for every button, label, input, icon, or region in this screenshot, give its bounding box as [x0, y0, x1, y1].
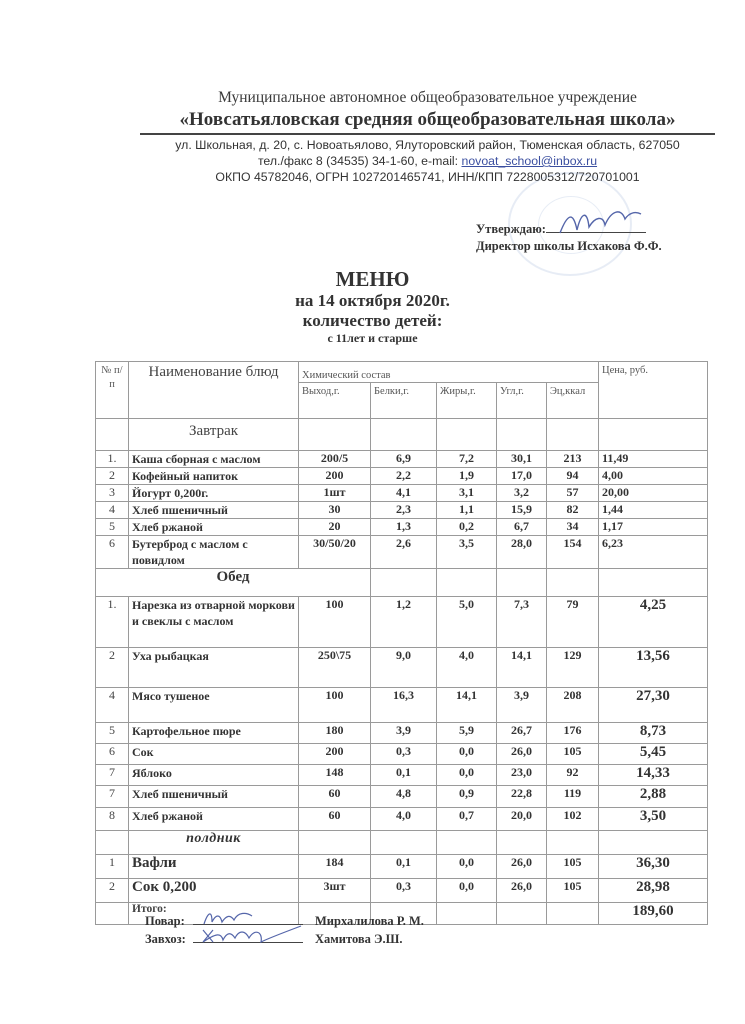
dish-carbs: 26,0 [497, 744, 547, 765]
row-num: 4 [96, 502, 129, 519]
dish-energy: 34 [547, 519, 599, 536]
table-row [96, 744, 708, 765]
dish-price: 1,44 [599, 502, 708, 519]
approval-signatory: Директор школы Исхакова Ф.Ф. [476, 239, 662, 253]
section-title-lunch: Обед [96, 569, 371, 597]
dish-yield: 250\75 [299, 648, 371, 688]
dish-price: 4,25 [599, 597, 708, 648]
dish-energy: 94 [547, 468, 599, 485]
dish-name: Картофельное пюре [129, 723, 299, 744]
phone-text: тел./факс 8 (34535) 34-1-60, e-mail: [257, 154, 462, 168]
table-row [96, 468, 708, 485]
approval-label: Утверждаю: [476, 222, 546, 236]
dish-fat: 0,2 [437, 519, 497, 536]
dish-fat: 4,0 [437, 648, 497, 688]
dish-carbs: 23,0 [497, 765, 547, 786]
dish-energy: 79 [547, 597, 599, 648]
dish-price: 14,33 [599, 765, 708, 786]
dish-protein: 16,3 [371, 688, 437, 723]
table-row [96, 502, 708, 519]
org-address: ул. Школьная, д. 20, с. Новоатьялово, Ялуторовский район, Тюменская область, 627050 [175, 138, 680, 152]
section-title-breakfast: Завтрак [129, 419, 299, 451]
org-type: Муниципальное автономное общеобразовательное учреждение [218, 89, 637, 106]
dish-yield: 184 [299, 855, 371, 879]
dish-price: 8,73 [599, 723, 708, 744]
total-label: Итого: [129, 903, 299, 925]
dish-energy: 105 [547, 879, 599, 903]
dish-carbs: 28,0 [497, 536, 547, 569]
dish-protein: 4,8 [371, 786, 437, 808]
header-protein: Белки,г. [371, 383, 437, 419]
dish-price: 11,49 [599, 451, 708, 468]
dish-yield: 200 [299, 468, 371, 485]
dish-name: Сок 0,200 [129, 879, 299, 903]
dish-energy: 154 [547, 536, 599, 569]
header-energy: Эц,ккал [547, 383, 599, 419]
dish-name: Яблоко [129, 765, 299, 786]
dish-energy: 92 [547, 765, 599, 786]
dish-name: Хлеб пшеничный [129, 502, 299, 519]
table-row [96, 723, 708, 744]
dish-name: Кофейный напиток [129, 468, 299, 485]
dish-fat: 0,0 [437, 744, 497, 765]
cook-name: Мирхалилова Р. М. [315, 914, 424, 928]
dish-carbs: 30,1 [497, 451, 547, 468]
table-header-row [96, 362, 708, 383]
dish-yield: 30/50/20 [299, 536, 371, 569]
header-yield: Выход,г. [299, 383, 371, 419]
org-registry: ОКПО 45782046, ОГРН 1027201465741, ИНН/КПП 7228005312/720701001 [215, 170, 640, 184]
dish-yield: 3шт [299, 879, 371, 903]
dish-fat: 5,0 [437, 597, 497, 648]
dish-protein: 2,6 [371, 536, 437, 569]
dish-energy: 82 [547, 502, 599, 519]
row-num: 2 [96, 468, 129, 485]
dish-protein: 0,3 [371, 879, 437, 903]
table-row [96, 765, 708, 786]
row-num: 1. [96, 597, 129, 648]
dish-fat: 0,0 [437, 879, 497, 903]
age-group: с 11лет и старше [327, 331, 418, 345]
dish-carbs: 26,7 [497, 723, 547, 744]
row-num: 2 [96, 648, 129, 688]
table-row [96, 786, 708, 808]
dish-protein: 1,2 [371, 597, 437, 648]
dish-name: Хлеб ржаной [129, 808, 299, 831]
dish-price: 3,50 [599, 808, 708, 831]
dish-yield: 100 [299, 688, 371, 723]
dish-yield: 100 [299, 597, 371, 648]
row-num: 8 [96, 808, 129, 831]
dish-yield: 20 [299, 519, 371, 536]
section-row-snack [96, 831, 708, 855]
row-num: 1. [96, 451, 129, 468]
table-row [96, 879, 708, 903]
dish-energy: 208 [547, 688, 599, 723]
row-num: 6 [96, 744, 129, 765]
section-row-lunch [96, 569, 708, 597]
dish-carbs: 22,8 [497, 786, 547, 808]
row-num: 1 [96, 855, 129, 879]
dish-yield: 180 [299, 723, 371, 744]
dish-name: Бутерброд с маслом с повидлом [129, 536, 299, 569]
dish-name: Мясо тушеное [129, 688, 299, 723]
dish-name: Хлеб ржаной [129, 519, 299, 536]
dish-protein: 0,1 [371, 765, 437, 786]
dish-carbs: 20,0 [497, 808, 547, 831]
dish-carbs: 26,0 [497, 855, 547, 879]
table-row [96, 808, 708, 831]
dish-carbs: 3,9 [497, 688, 547, 723]
dish-energy: 129 [547, 648, 599, 688]
dish-protein: 4,1 [371, 485, 437, 502]
dish-price: 6,23 [599, 536, 708, 569]
dish-carbs: 14,1 [497, 648, 547, 688]
dish-name: Нарезка из отварной моркови и свеклы с маслом [129, 597, 299, 648]
dish-fat: 3,5 [437, 536, 497, 569]
header-price: Цена, руб. [599, 362, 708, 419]
row-num: 3 [96, 485, 129, 502]
row-num: 4 [96, 688, 129, 723]
menu-title-block [0, 267, 745, 345]
dish-yield: 200 [299, 744, 371, 765]
dish-energy: 213 [547, 451, 599, 468]
dish-yield: 1шт [299, 485, 371, 502]
dish-fat: 7,2 [437, 451, 497, 468]
dish-fat: 0,0 [437, 855, 497, 879]
cook-label: Повар: [145, 914, 185, 928]
dish-price: 5,45 [599, 744, 708, 765]
dish-carbs: 17,0 [497, 468, 547, 485]
dish-name: Уха рыбацкая [129, 648, 299, 688]
letterhead [140, 88, 715, 185]
dish-protein: 4,0 [371, 808, 437, 831]
dish-protein: 0,3 [371, 744, 437, 765]
row-num: 7 [96, 786, 129, 808]
table-row [96, 597, 708, 648]
org-contacts [140, 153, 715, 169]
dish-price: 2,88 [599, 786, 708, 808]
total-price: 189,60 [599, 903, 708, 925]
header-fat: Жиры,г. [437, 383, 497, 419]
row-num: 6 [96, 536, 129, 569]
dish-yield: 60 [299, 808, 371, 831]
page-title: МЕНЮ [335, 267, 410, 291]
dish-protein: 2,3 [371, 502, 437, 519]
dish-price: 20,00 [599, 485, 708, 502]
table-row [96, 485, 708, 502]
dish-name: Сок [129, 744, 299, 765]
dish-protein: 1,3 [371, 519, 437, 536]
dish-fat: 1,9 [437, 468, 497, 485]
menu-table [95, 361, 708, 925]
table-row [96, 519, 708, 536]
dish-energy: 119 [547, 786, 599, 808]
dish-fat: 0,0 [437, 765, 497, 786]
dish-price: 28,98 [599, 879, 708, 903]
dish-price: 13,56 [599, 648, 708, 688]
dish-carbs: 3,2 [497, 485, 547, 502]
header-carbs: Угл,г. [497, 383, 547, 419]
header-chem: Химический состав [299, 362, 599, 383]
dish-name: Хлеб пшеничный [129, 786, 299, 808]
email-link[interactable]: novoat_school@inbox.ru [461, 154, 598, 168]
dish-yield: 30 [299, 502, 371, 519]
dish-yield: 148 [299, 765, 371, 786]
dish-energy: 57 [547, 485, 599, 502]
section-title-snack: полдник [129, 831, 299, 855]
dish-name: Каша сборная с маслом [129, 451, 299, 468]
dish-protein: 3,9 [371, 723, 437, 744]
org-name: «Новсатьяловская средняя общеобразовательная школа» [179, 109, 676, 130]
dish-carbs: 26,0 [497, 879, 547, 903]
row-num: 5 [96, 519, 129, 536]
children-count: количество детей: [302, 311, 443, 330]
table-row [96, 855, 708, 879]
dish-price: 4,00 [599, 468, 708, 485]
dish-yield: 200/5 [299, 451, 371, 468]
row-num: 5 [96, 723, 129, 744]
dish-fat: 14,1 [437, 688, 497, 723]
dish-protein: 9,0 [371, 648, 437, 688]
dish-energy: 105 [547, 744, 599, 765]
dish-energy: 102 [547, 808, 599, 831]
dish-fat: 0,9 [437, 786, 497, 808]
header-name: Наименование блюд [129, 362, 299, 419]
dish-energy: 176 [547, 723, 599, 744]
dish-price: 1,17 [599, 519, 708, 536]
dish-fat: 5,9 [437, 723, 497, 744]
dish-carbs: 6,7 [497, 519, 547, 536]
dish-protein: 6,9 [371, 451, 437, 468]
dish-fat: 0,7 [437, 808, 497, 831]
row-num: 2 [96, 879, 129, 903]
dish-protein: 2,2 [371, 468, 437, 485]
dish-fat: 3,1 [437, 485, 497, 502]
table-row [96, 688, 708, 723]
dish-protein: 0,1 [371, 855, 437, 879]
row-num: 7 [96, 765, 129, 786]
dish-name: Вафли [129, 855, 299, 879]
table-row [96, 536, 708, 569]
section-row-breakfast [96, 419, 708, 451]
dish-energy: 105 [547, 855, 599, 879]
table-row [96, 451, 708, 468]
dish-price: 36,30 [599, 855, 708, 879]
letterhead-divider [140, 133, 715, 135]
dish-name: Йогурт 0,200г. [129, 485, 299, 502]
storekeeper-name: Хамитова Э.Ш. [315, 932, 403, 946]
menu-date: на 14 октября 2020г. [295, 291, 450, 310]
dish-carbs: 15,9 [497, 502, 547, 519]
dish-fat: 1,1 [437, 502, 497, 519]
dish-carbs: 7,3 [497, 597, 547, 648]
table-row [96, 648, 708, 688]
storekeeper-label: Завхоз: [145, 932, 186, 946]
header-num: № п/п [96, 362, 129, 419]
dish-price: 27,30 [599, 688, 708, 723]
dish-yield: 60 [299, 786, 371, 808]
